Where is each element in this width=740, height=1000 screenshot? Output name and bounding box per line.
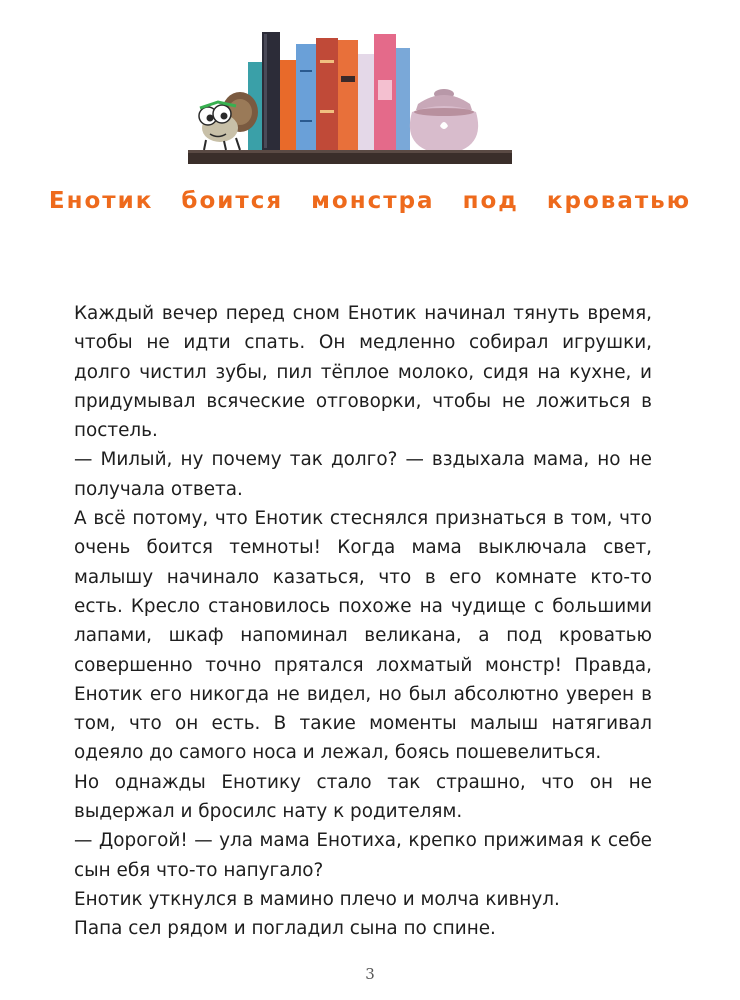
- title-word: кроватью: [546, 188, 692, 214]
- books: [248, 32, 410, 150]
- title-word: Енотик: [48, 188, 154, 214]
- pot-icon: [410, 89, 478, 150]
- paragraph: А всё потому, что Енотик стеснялся признаться в том, что очень боится темноты! Когда мама выключала свет, малышу начинало казаться, что в его комнате кто-то есть. Кресло становилось похоже на чудище с большими лапами, шкаф напоминал великана, а под кроватью совершенно точно прятался лохматый монстр! Правда, Енотик его никогда не видел, но был абсолютно уверен в том, что он есть. В такие моменты малыш натягивал одеяло до самого носа и лежал, боясь пошевелиться.: [74, 508, 652, 764]
- story-text: [74, 299, 652, 944]
- story-title: [0, 188, 740, 214]
- title-word: боится: [181, 188, 284, 214]
- page-number: 3: [365, 965, 375, 983]
- paragraph: Но однажды Енотику стало так страшно, что он не выдержал и бросилс нату к родителям.: [74, 771, 652, 823]
- paragraph: Енотик уткнулся в мамино плечо и молча кивнул.: [74, 888, 560, 910]
- bookshelf-illustration: [0, 0, 740, 175]
- paragraph: — Дорогой! — ула мама Енотиха, крепко прижимая к себе сын ебя что-то напугало?: [74, 830, 652, 881]
- title-word: под: [462, 188, 519, 214]
- paragraph: Папа сел рядом и погладил сына по спине.: [74, 918, 496, 940]
- title-word: монстра: [311, 188, 435, 214]
- paragraph: — Милый, ну почему так долго? — вздыхала мама, но не получала ответа.: [74, 449, 652, 500]
- paragraph: Каждый вечер перед сном Енотик начинал тянуть время, чтобы не идти спать. Он медленно собирал игрушки, долго чистил зубы, пил тёплое молоко, сидя на кухне, и придумывал всяческие отговорки, чтобы не ложиться в постель.: [74, 303, 652, 442]
